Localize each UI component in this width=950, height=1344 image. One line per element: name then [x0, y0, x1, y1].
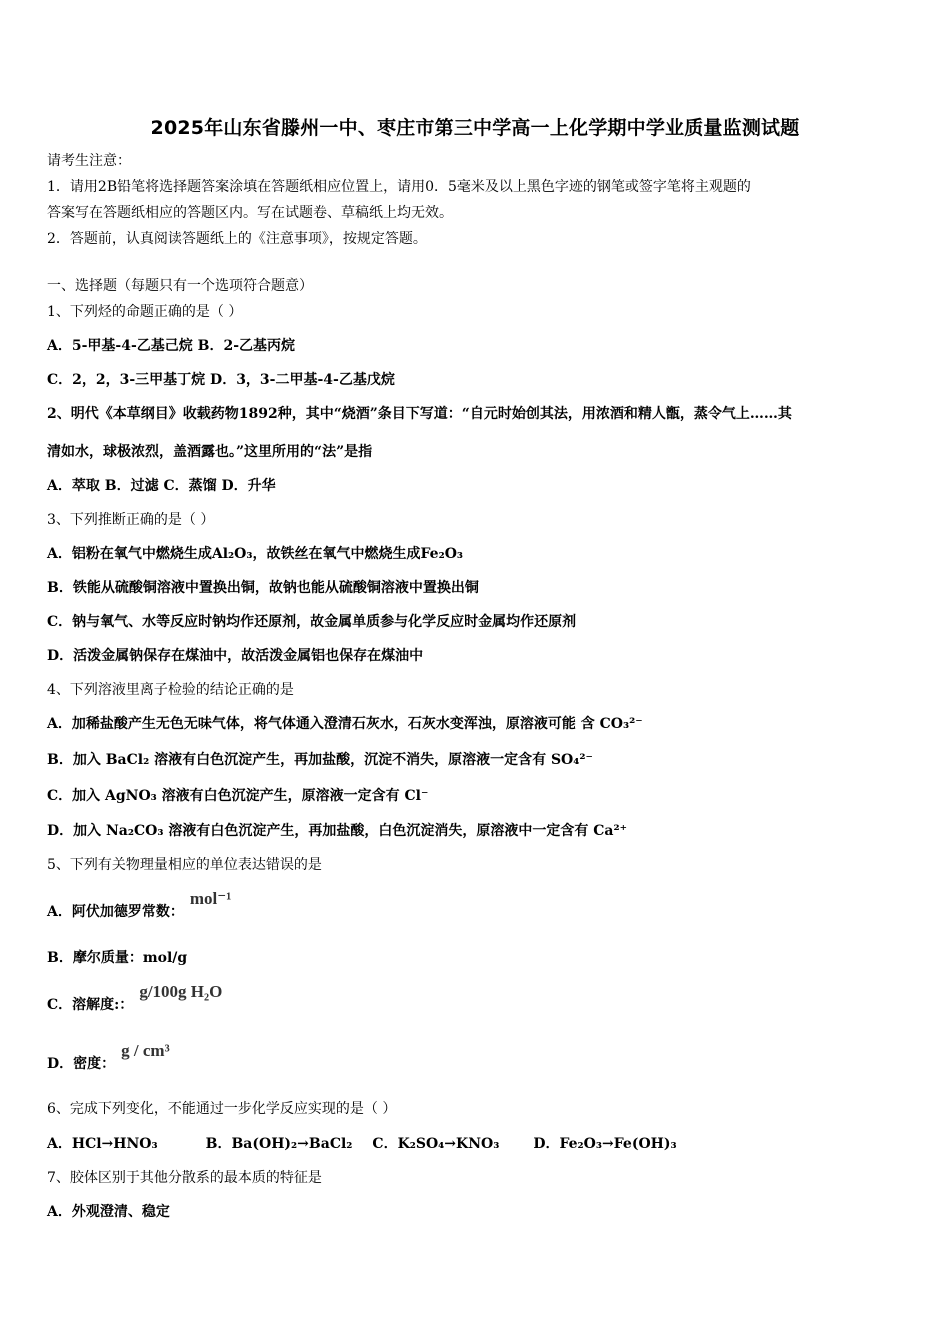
q5-option-d-unit: g / cm³	[121, 1041, 170, 1060]
q1-options-row2: C．2，2，3-三甲基丁烷 D．3，3-二甲基-4-乙基戊烷	[47, 372, 395, 388]
q7-stem: 7、胶体区别于其他分散系的最本质的特征是	[47, 1170, 322, 1186]
q6-options	[47, 1134, 910, 1154]
q3-option-d: D．活泼金属钠保存在煤油中，故活泼金属铝也保存在煤油中	[47, 648, 424, 664]
q2-options: A．萃取 B．过滤 C．蒸馏 D．升华	[47, 478, 276, 494]
q5-option-c-label: C．溶解度:：	[47, 997, 134, 1013]
q5-option-c	[47, 982, 910, 1015]
q4-option-d: D．加入 Na₂CO₃ 溶液有白色沉淀产生，再加盐酸，白色沉淀消失，原溶液中一定含有 Ca²⁺	[47, 823, 627, 839]
q3-option-a: A．铝粉在氧气中燃烧生成Al₂O₃，故铁丝在氧气中燃烧生成Fe₂O₃	[47, 546, 464, 562]
q5-option-d	[47, 1041, 910, 1074]
q3-option-c: C．钠与氧气、水等反应时钠均作还原剂，故金属单质参与化学反应时金属均作还原剂	[47, 614, 577, 630]
page-title: 2025年山东省滕州一中、枣庄市第三中学高一上化学期中学业质量监测试题	[150, 117, 800, 139]
notice-item-1b: 答案写在答题纸相应的答题区内。写在试题卷、草稿纸上均无效。	[47, 205, 453, 221]
q5-option-a-unit: mol⁻¹	[189, 889, 232, 908]
q6-stem: 6、完成下列变化，不能通过一步化学反应实现的是（ ）	[47, 1101, 397, 1117]
q3-option-b: B．铁能从硫酸铜溶液中置换出铜，故钠也能从硫酸铜溶液中置换出铜	[47, 580, 479, 596]
q6-option-b: B．Ba(OH)₂→BaCl₂	[205, 1136, 353, 1152]
notice-item-1a: 1．请用2B铅笔将选择题答案涂填在答题纸相应位置上，请用0．5毫米及以上黑色字迹的钢笔或签字笔将主观题的	[47, 179, 751, 195]
q6-option-c: C．K₂SO₄→KNO₃	[372, 1136, 500, 1152]
q4-option-a: A．加稀盐酸产生无色无味气体，将气体通入澄清石灰水，石灰水变浑浊，原溶液可能 含 CO₃²⁻	[47, 716, 643, 732]
q5-option-b: B．摩尔质量：mol/g	[47, 950, 188, 966]
q4-option-b: B．加入 BaCl₂ 溶液有白色沉淀产生，再加盐酸，沉淀不消失，原溶液一定含有 SO₄²⁻	[47, 752, 593, 768]
q4-option-c: C．加入 AgNO₃ 溶液有白色沉淀产生，原溶液一定含有 Cl⁻	[47, 788, 429, 804]
q5-option-a-label: A．阿伏加德罗常数：	[47, 904, 184, 920]
section-heading: 一、选择题（每题只有一个选项符合题意）	[47, 278, 313, 294]
notice-heading: 请考生注意：	[47, 153, 131, 169]
q5-option-c-unit: g/100g H₂O	[139, 982, 223, 1001]
q5-option-a	[47, 889, 910, 922]
q1-options-row1: A．5-甲基-4-乙基己烷 B．2-乙基丙烷	[47, 338, 296, 354]
q6-option-a: A．HCl→HNO₃	[47, 1136, 158, 1152]
q4-stem: 4、下列溶液里离子检验的结论正确的是	[47, 682, 294, 698]
q7-option-a: A．外观澄清、稳定	[47, 1204, 170, 1220]
notice-item-2: 2．答题前，认真阅读答题纸上的《注意事项》，按规定答题。	[47, 231, 427, 247]
q1-stem: 1、下列烃的命题正确的是（ ）	[47, 304, 243, 320]
q3-stem: 3、下列推断正确的是（ ）	[47, 512, 215, 528]
q2-stem-line1: 2、明代《本草纲目》收载药物1892种，其中“烧酒”条目下写道：“自元时始创其法，用浓酒和精人甑，蒸令气上……其	[47, 406, 792, 422]
q2-stem-line2: 清如水，球极浓烈，盖酒露也。”这里所用的“法”是指	[47, 444, 373, 460]
q6-option-d: D．Fe₂O₃→Fe(OH)₃	[533, 1136, 677, 1152]
q5-stem: 5、下列有关物理量相应的单位表达错误的是	[47, 857, 322, 873]
q5-option-d-label: D．密度：	[47, 1056, 116, 1072]
